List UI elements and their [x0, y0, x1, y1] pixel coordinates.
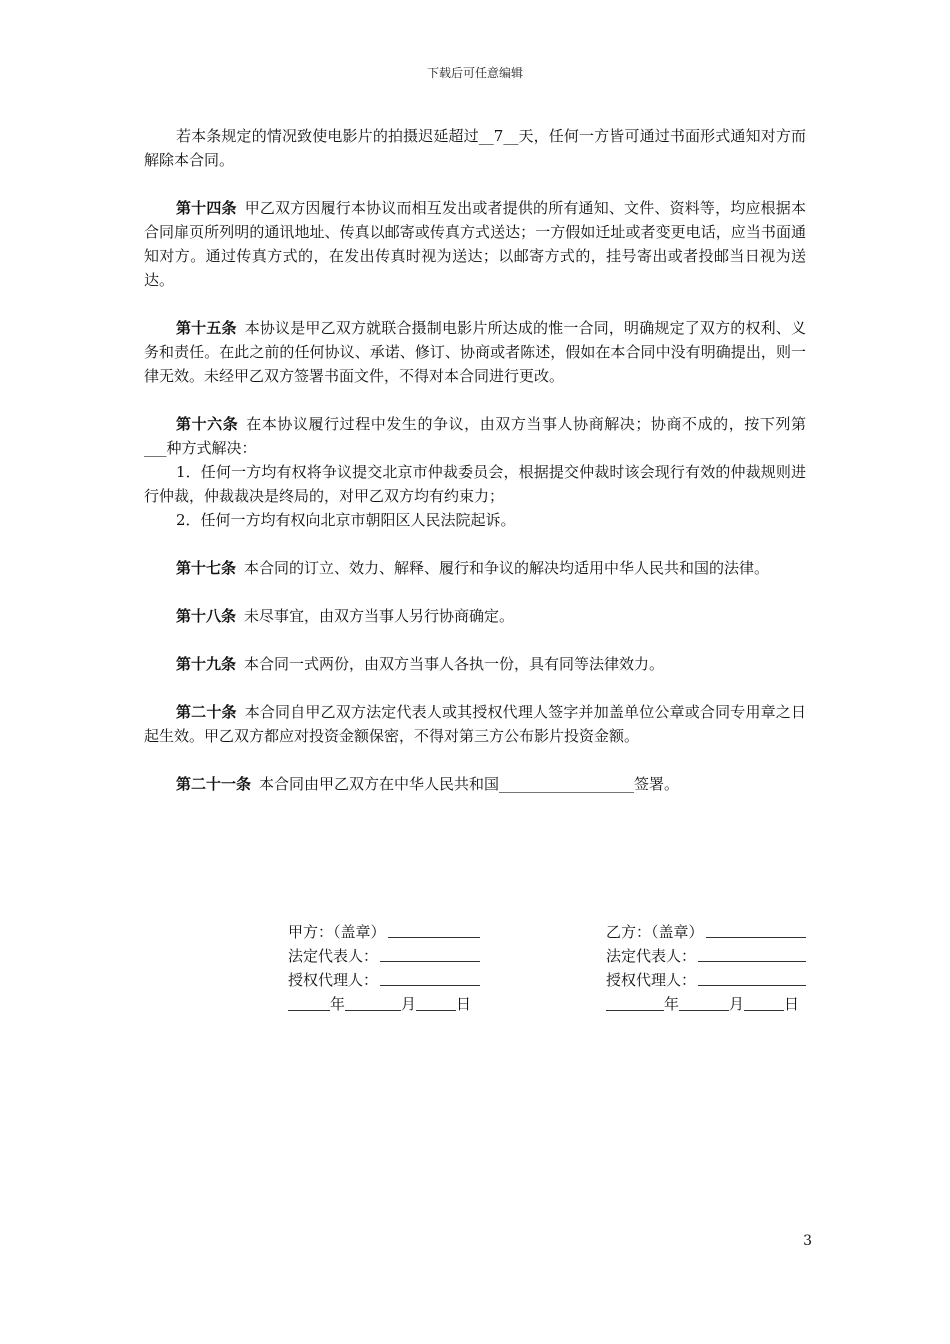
party-a-rep-line[interactable] [380, 944, 480, 962]
party-b-day-line[interactable] [744, 993, 784, 1011]
party-a-date-row [288, 992, 480, 1016]
article-14-text: 甲乙双方因履行本协议而相互发出或者提供的所有通知、文件、资料等，均应根据本合同扉页所列明的通讯地址、传真以邮寄或传真方式送达；一方假如迁址或者变更电话，应当书面通知对方。通过传真方式的，在发出传真时视为送达；以邮寄方式的，挂号寄出或者投邮当日视为送达。 [144, 199, 806, 289]
article-20 [144, 700, 806, 748]
page-number: 3 [803, 1233, 812, 1249]
party-a-agent-line[interactable] [380, 968, 480, 986]
party-a-seal-label: 甲方：（盖章） [288, 923, 386, 941]
article-16-option-1: 1．任何一方均有权将争议提交北京市仲裁委员会，根据提交仲裁时该会现行有效的仲裁规则进行仲裁，仲裁裁决是终局的，对甲乙双方均有约束力； [144, 463, 806, 505]
party-a-day-label: 日 [456, 995, 472, 1013]
paragraph-delay-termination: 若本条规定的情况致使电影片的拍摄迟延超过__7__天，任何一方皆可通过书面形式通知对方而解除本合同。 [144, 127, 806, 169]
party-b-month-label: 月 [729, 995, 745, 1013]
article-16 [144, 412, 806, 460]
party-b-agent-row [606, 968, 806, 992]
contract-body [144, 124, 806, 820]
article-21 [144, 772, 806, 796]
article-15 [144, 316, 806, 388]
party-a-month-line[interactable] [345, 993, 401, 1011]
party-b-seal-row [606, 920, 806, 944]
party-b-year-line[interactable] [606, 993, 664, 1011]
party-b-rep-line[interactable] [698, 944, 806, 962]
party-b-rep-label: 法定代表人： [606, 947, 697, 965]
article-17-text: 本合同的订立、效力、解释、履行和争议的解决均适用中华人民共和国的法律。 [244, 559, 770, 577]
party-b-date-row [606, 992, 806, 1016]
article-15-text: 本协议是甲乙双方就联合摄制电影片所达成的惟一合同，明确规定了双方的权利、义务和责任。在此之前的任何协议、承诺、修订、协商或者陈述，假如在本合同中没有明确提出，则一律无效。未经甲乙双方签署书面文件，不得对本合同进行更改。 [144, 319, 806, 385]
party-a-year-label: 年 [330, 995, 346, 1013]
party-a-day-line[interactable] [416, 993, 456, 1011]
article-21-text: 本合同由甲乙双方在中华人民共和国__________________签署。 [259, 775, 680, 793]
party-a-rep-row [288, 944, 480, 968]
article-15-label: 第十五条 [176, 319, 237, 337]
article-20-text: 本合同自甲乙双方法定代表人或其授权代理人签字并加盖单位公章或合同专用章之日起生效。甲乙双方都应对投资金额保密，不得对第三方公布影片投资金额。 [144, 703, 806, 745]
page-header: 下载后可任意编辑 [426, 66, 523, 80]
article-16-label: 第十六条 [176, 415, 239, 433]
article-19-text: 本合同一式两份，由双方当事人各执一份，具有同等法律效力。 [244, 655, 665, 673]
party-a-agent-label: 授权代理人： [288, 971, 379, 989]
party-a-seal-line[interactable] [388, 920, 480, 938]
article-14-label: 第十四条 [176, 199, 237, 217]
article-16-option-2: 2．任何一方均有权向北京市朝阳区人民法院起诉。 [176, 511, 516, 529]
party-b-rep-row [606, 944, 806, 968]
party-a-month-label: 月 [401, 995, 417, 1013]
party-a-rep-label: 法定代表人： [288, 947, 379, 965]
party-b-agent-line[interactable] [698, 968, 806, 986]
party-b-seal-line[interactable] [706, 920, 806, 938]
article-20-label: 第二十条 [176, 703, 237, 721]
article-19 [144, 652, 806, 676]
party-a-year-line[interactable] [288, 993, 330, 1011]
party-b-seal-label: 乙方：（盖章） [606, 923, 704, 941]
party-a-agent-row [288, 968, 480, 992]
article-16-text: 在本协议履行过程中发生的争议，由双方当事人协商解决；协商不成的，按下列第___种方式解决： [144, 415, 806, 457]
party-b-day-label: 日 [784, 995, 800, 1013]
party-b-signature-block [606, 920, 806, 1016]
article-14 [144, 196, 806, 292]
party-a-signature-block [288, 920, 480, 1016]
article-18 [144, 604, 806, 628]
party-b-month-line[interactable] [679, 993, 729, 1011]
article-17 [144, 556, 806, 580]
party-b-agent-label: 授权代理人： [606, 971, 697, 989]
party-a-seal-row [288, 920, 480, 944]
article-17-label: 第十七条 [176, 559, 237, 577]
article-18-text: 未尽事宜，由双方当事人另行协商确定。 [244, 607, 515, 625]
article-21-label: 第二十一条 [176, 775, 252, 793]
article-19-label: 第十九条 [176, 655, 237, 673]
party-b-year-label: 年 [664, 995, 680, 1013]
article-18-label: 第十八条 [176, 607, 237, 625]
